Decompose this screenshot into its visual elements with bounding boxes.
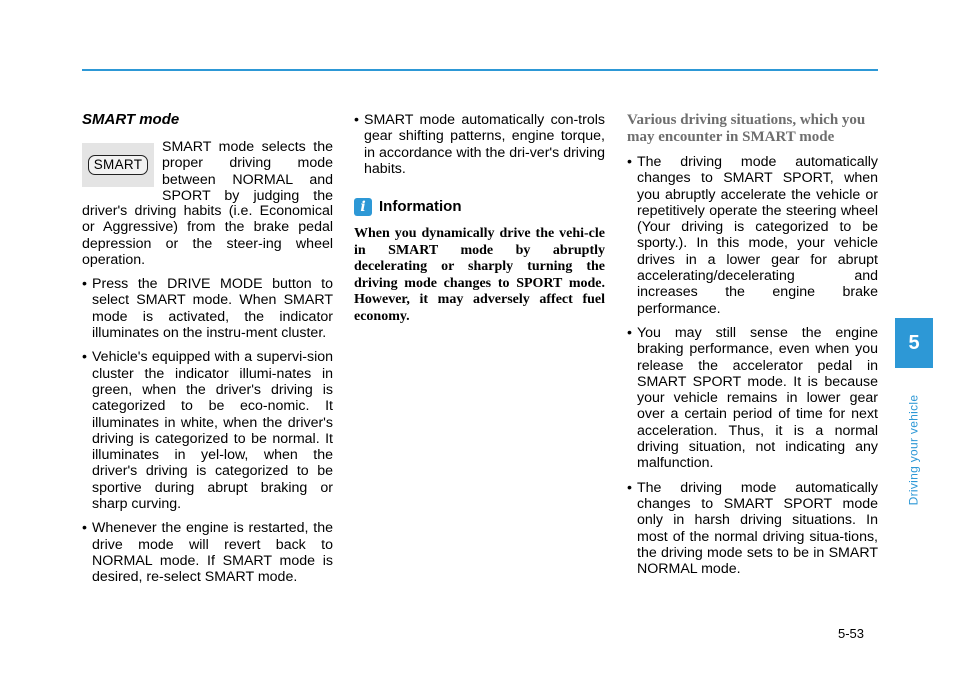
list-item: • Vehicle's equipped with a supervi-sion cluster the indicator illumi-nates in green, when the driver's driving is categorized to be eco-nomic. It illuminates in white, when the driver's driving is categorized to be normal. It illuminates in yel-low, when the driver's driving is categorized to be sportive during abrupt braking or sharp curving.	[82, 349, 333, 512]
smart-indicator-image	[82, 143, 154, 187]
list-item: • SMART mode automatically con-trols gear shifting patterns, engine torque, in accordance with the dri-ver's driving habits.	[354, 112, 605, 177]
chapter-tab: 5	[895, 318, 933, 368]
subsection-title: Various driving situations, which you may encounter in SMART mode	[627, 112, 866, 145]
intro-lines	[162, 139, 333, 204]
column-middle	[354, 112, 605, 325]
information-text: When you dynamically drive the vehi-cle in SMART mode by abruptly decelerating or sharply turning the driving mode changes to SPORT mode. However, it may adversely affect fuel economy.	[354, 226, 605, 324]
header-rule	[82, 69, 878, 71]
smart-badge: SMART	[88, 155, 149, 175]
middle-bullets	[354, 112, 605, 177]
page-number: 5-53	[837, 626, 864, 641]
situations-bullets	[627, 154, 878, 577]
list-item: • Press the DRIVE MODE button to select SMART mode. When SMART mode is activated, the indicator illuminates on the instru-ment cluster.	[82, 276, 333, 341]
intro-line: proper driving mode	[162, 155, 333, 172]
column-right	[627, 112, 878, 585]
information-title: Information	[379, 198, 462, 216]
intro-line: SPORT by judging the	[162, 187, 333, 204]
info-icon: i	[354, 198, 372, 216]
section-title: SMART mode	[82, 111, 180, 128]
list-item: • The driving mode automatically changes to SMART SPORT mode only in harsh driving situations. In most of the normal driving situa-tions, the driving mode sets to be in SMART NORMAL mode.	[627, 480, 878, 578]
intro-line: between NORMAL and	[162, 171, 333, 188]
information-heading	[354, 198, 605, 216]
chapter-label	[893, 390, 933, 510]
intro-tail: driver's driving habits (i.e. Economical or Aggressive) from the brake pedal depression or the steer-ing wheel operation.	[82, 203, 333, 268]
list-item: • You may still sense the engine braking performance, even when you release the accelerator pedal in SMART SPORT mode. It is because your vehicle remains in lower gear over a certain period of time for next acceleration. Thus, it is a normal driving situation, not indicating any malfunction.	[627, 325, 878, 472]
list-item: • The driving mode automatically changes to SMART SPORT, when you abruptly accelerate the vehicle or repetitively operate the steering wheel (Your driving is categorized to be sporty.). In this mode, your vehicle drives in a lower gear for abrupt accelerating/decelerating and increases the engine brake performance.	[627, 154, 878, 317]
intro-line: SMART mode selects the	[162, 139, 333, 155]
column-left	[82, 112, 333, 594]
chapter-label-text: Driving your vehicle	[906, 394, 920, 506]
smart-mode-bullets	[82, 276, 333, 585]
smart-intro	[82, 139, 333, 203]
list-item: • Whenever the engine is restarted, the drive mode will revert back to NORMAL mode. If SMART mode is desired, re-select SMART mode.	[82, 520, 333, 585]
